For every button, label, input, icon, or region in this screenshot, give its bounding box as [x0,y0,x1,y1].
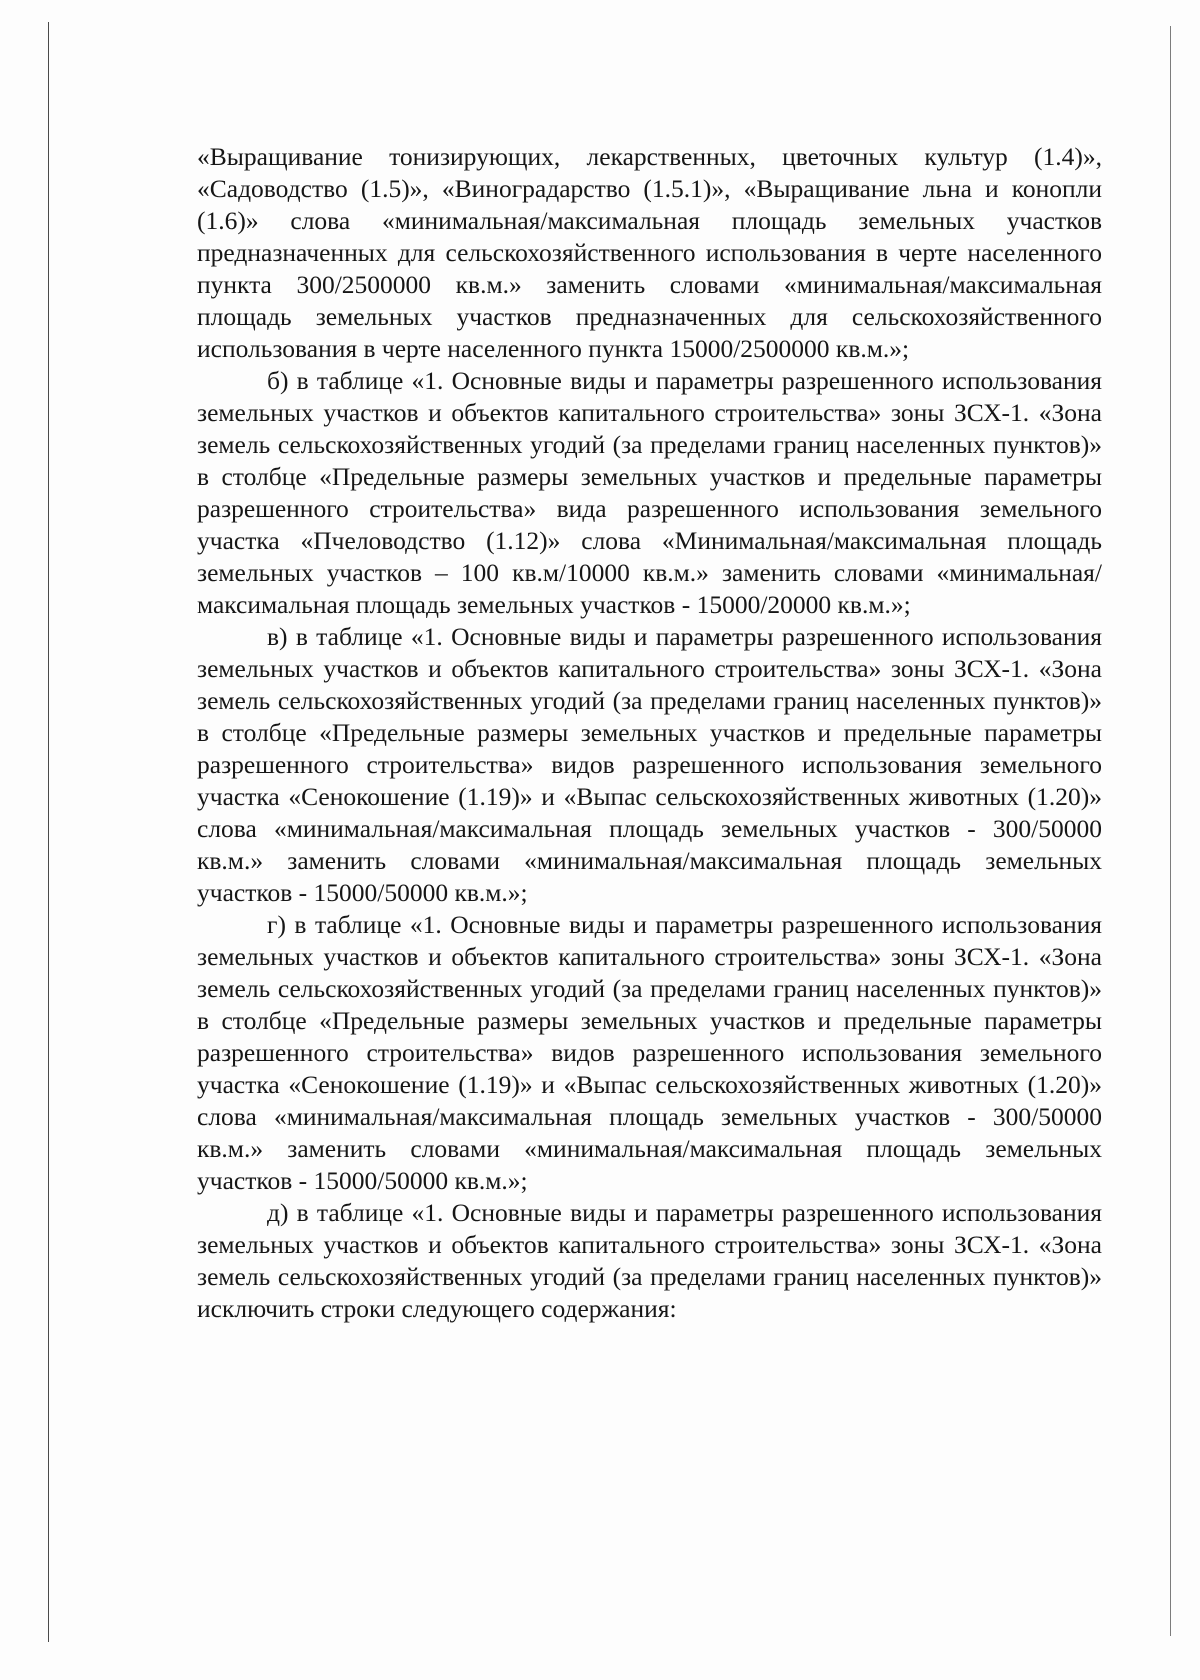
paragraph-continuation: «Выращивание тонизирующих, лекарственных, цветочных культур (1.4)», «Садоводство (1.5)», «Виноградарство (1.5.1)», «Выращивание льна и конопли (1.6)» слова «минимальная/максимальная площадь земельных участков предназначенных для сельскохозяйственного использования в черте населенного пункта 300/2500000 кв.м.» заменить словами «минимальная/максимальная площадь земельных участков предназначенных для сельскохозяйственного использования в черте населенного пункта 15000/2500000 кв.м.»; [197,142,1102,363]
paragraph-g: г) в таблице «1. Основные виды и параметры разрешенного использования земельных участков и объектов капитального строительства» зоны ЗСХ-1. «Зона земель сельскохозяйственных угодий (за пределами границ населенных пунктов)» в столбце «Предельные размеры земельных участков и предельные параметры разрешенного строительства» видов разрешенного использования земельного участка «Сенокошение (1.19)» и «Выпас сельскохозяйственных животных (1.20)» слова «минимальная/максимальная площадь земельных участков - 300/50000 кв.м.» заменить словами «минимальная/максимальная площадь земельных участков - 15000/50000 кв.м.»; [197,910,1102,1195]
paragraph-d: д) в таблице «1. Основные виды и параметры разрешенного использования земельных участков и объектов капитального строительства» зоны ЗСХ-1. «Зона земель сельскохозяйственных угодий (за пределами границ населенных пунктов)» исключить строки следующего содержания: [197,1198,1102,1323]
scan-edge-left [48,22,49,1642]
document-body [197,141,1102,1325]
paragraph-v: в) в таблице «1. Основные виды и параметры разрешенного использования земельных участков и объектов капитального строительства» зоны ЗСХ-1. «Зона земель сельскохозяйственных угодий (за пределами границ населенных пунктов)» в столбце «Предельные размеры земельных участков и предельные параметры разрешенного строительства» видов разрешенного использования земельного участка «Сенокошение (1.19)» и «Выпас сельскохозяйственных животных (1.20)» слова «минимальная/максимальная площадь земельных участков - 300/50000 кв.м.» заменить словами «минимальная/максимальная площадь земельных участков - 15000/50000 кв.м.»; [197,622,1102,907]
paragraph-b: б) в таблице «1. Основные виды и параметры разрешенного использования земельных участков и объектов капитального строительства» зоны ЗСХ-1. «Зона земель сельскохозяйственных угодий (за пределами границ населенных пунктов)» в столбце «Предельные размеры земельных участков и предельные параметры разрешенного строительства» вида разрешенного использования земельного участка «Пчеловодство (1.12)» слова «Минимальная/максимальная площадь земельных участков – 100 кв.м/10000 кв.м.» заменить словами «минимальная/максимальная площадь земельных участков - 15000/20000 кв.м.»; [197,366,1102,619]
scan-edge-right [1170,26,1171,1636]
